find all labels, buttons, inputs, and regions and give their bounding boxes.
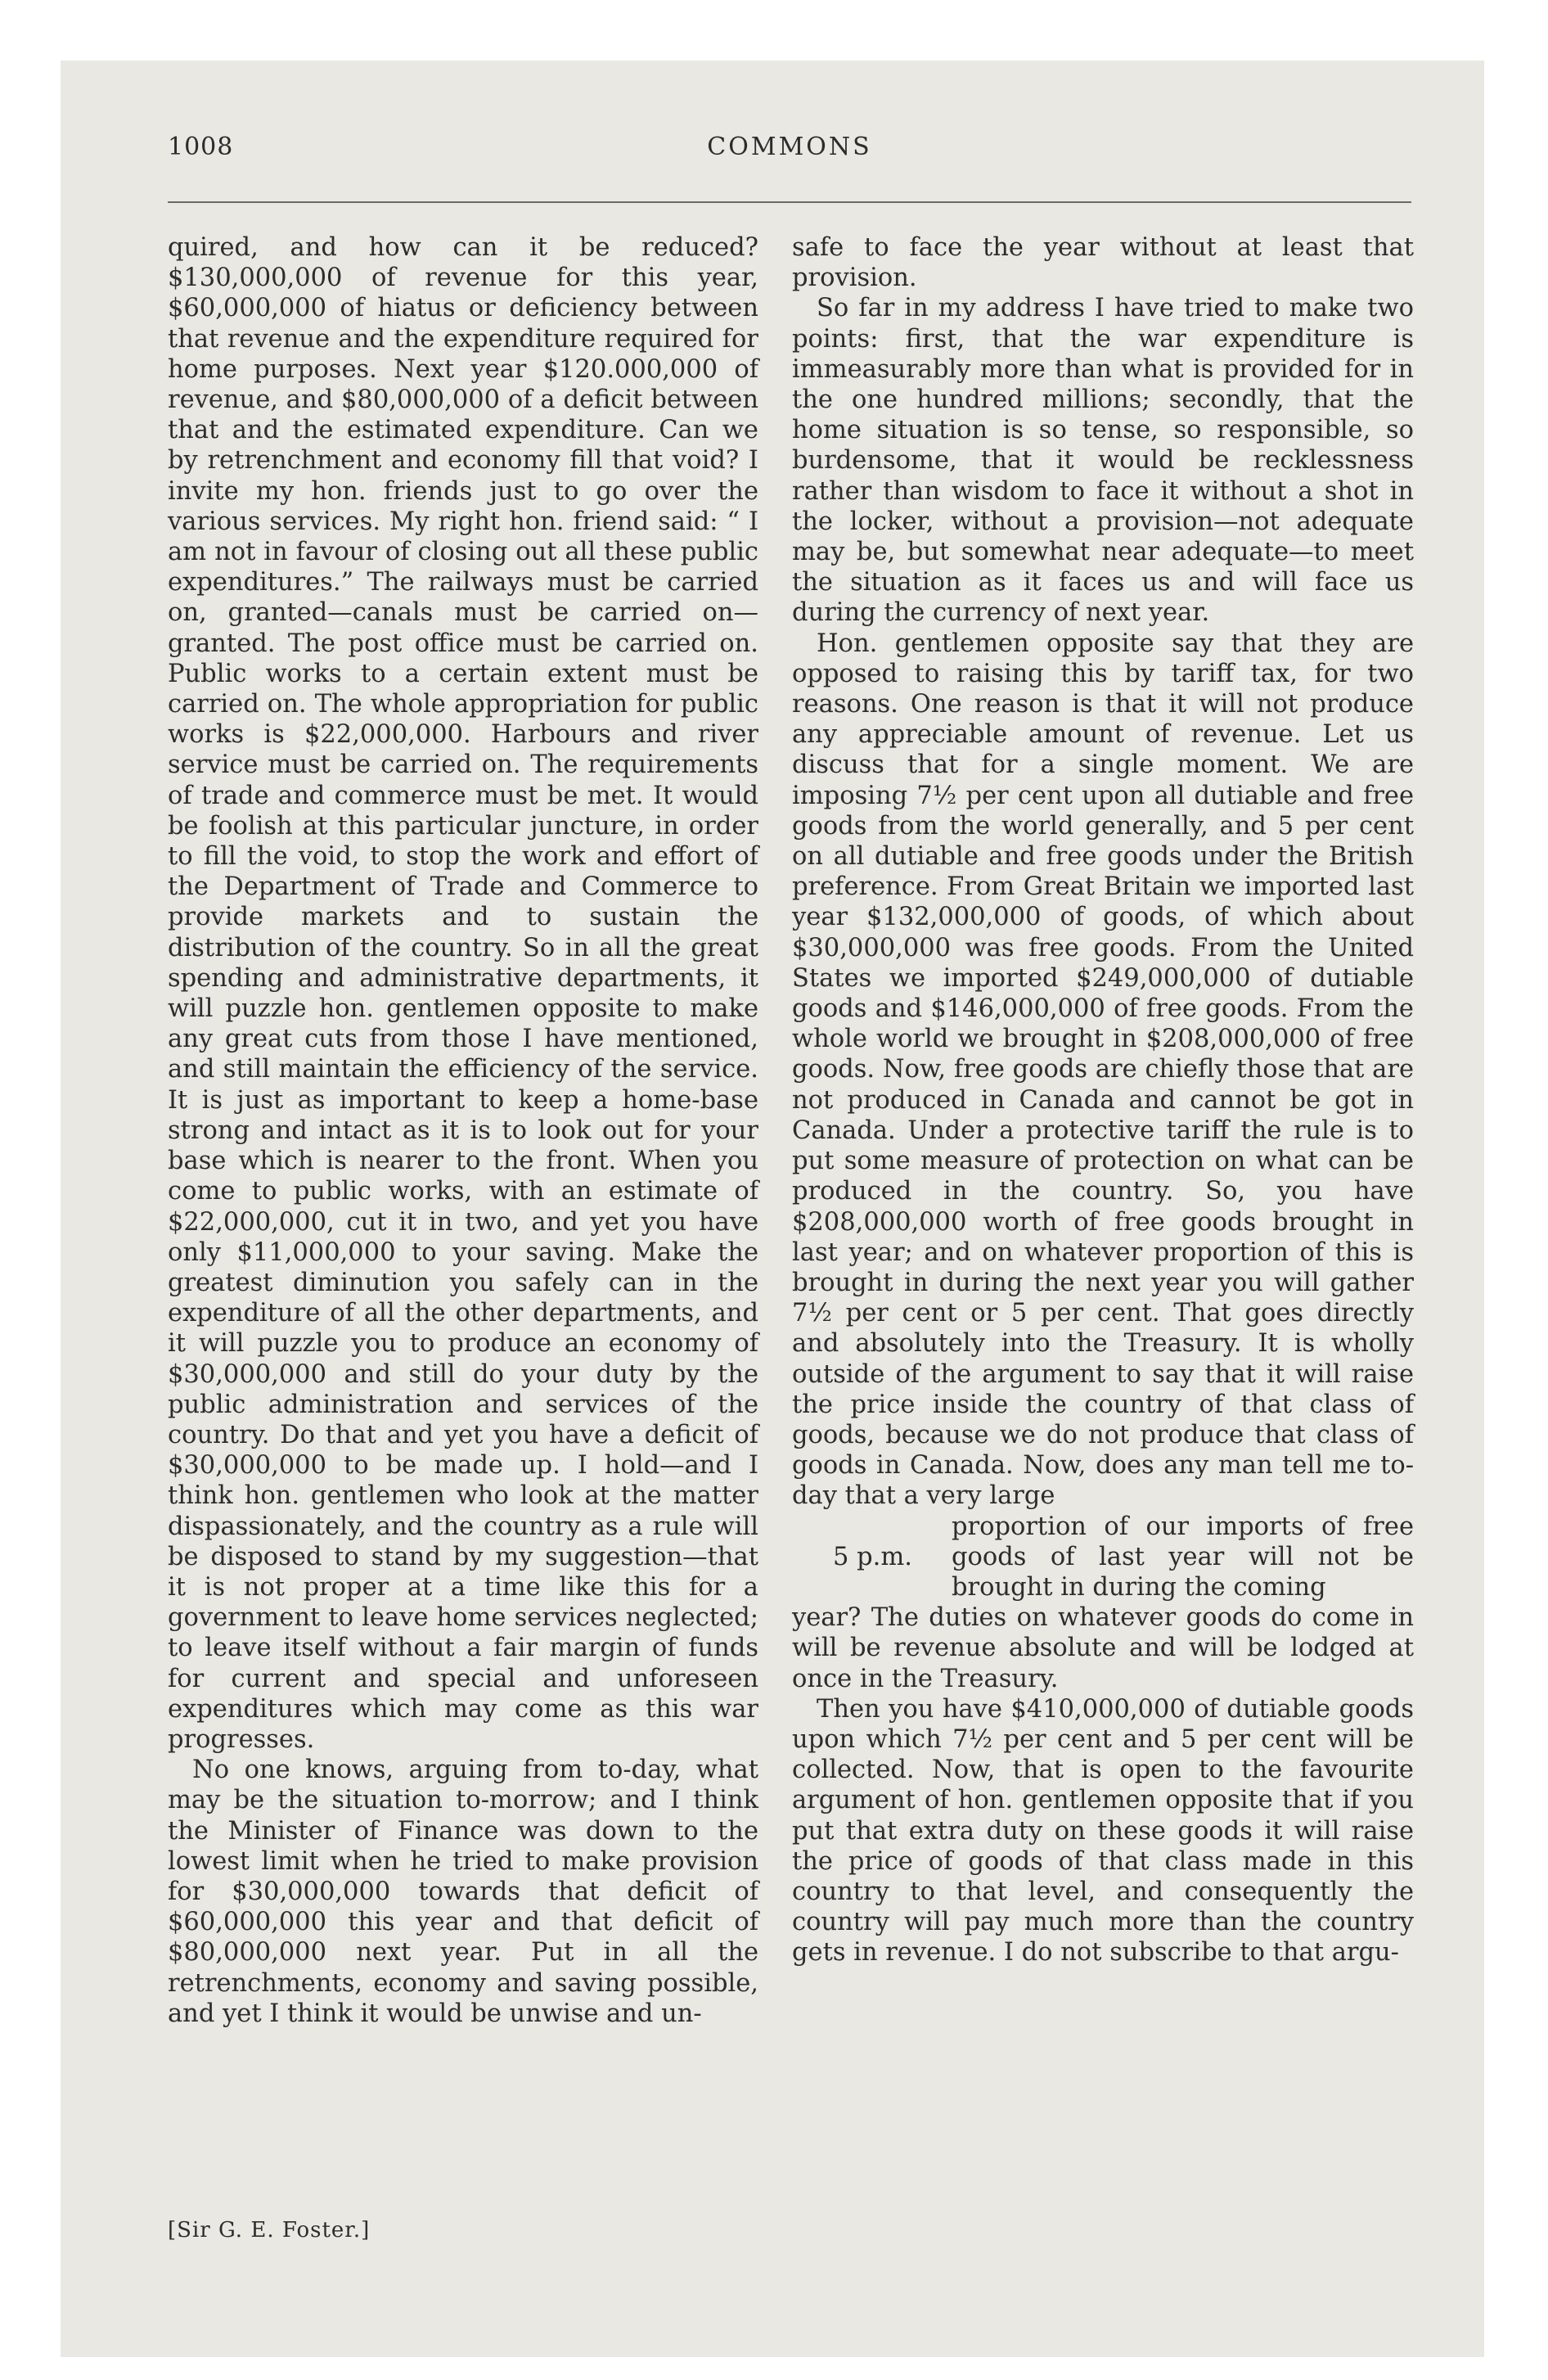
page-number: 1008 <box>168 133 234 161</box>
page-title: COMMONS <box>707 133 872 161</box>
paragraph-continuation: year? The duties on whatever goods do come in will be revenue absolute and will be lodged at once in the Treasury. <box>792 1603 1414 1693</box>
paragraph: No one knows, arguing from to-day, what may be the situation to-morrow; and I think the Minister of Finance was down to the lowest limit when he tried to make provision for $30,000,000 towards that deficit of $60,000,000 this year and that deficit of $80,000,000 next year. Put in all the retrenchments, economy and saving possible, and yet I think it would be unwise and un- <box>168 1756 758 2028</box>
paragraph-continuation: proportion of our imports of free goods of last year will not be brought in during the coming <box>952 1512 1414 1602</box>
header-rule <box>168 201 1411 203</box>
margin-note-block <box>792 1512 1414 1603</box>
right-column <box>792 232 1414 1968</box>
margin-time-note: 5 p.m. <box>833 1542 912 1571</box>
paragraph: Then you have $410,000,000 of dutiable goods upon which 7½ per cent and 5 per cent will be collected. Now, that is open to the favourite argument of hon. gentlemen opposite that if you put that extra duty on these goods it will raise the price of goods of that class made in this country to that level, and consequently the country will pay much more than the country gets in revenue. I do not subscribe to that argu- <box>792 1694 1414 1968</box>
page-header <box>168 133 1411 165</box>
paragraph: So far in my address I have tried to make two points: first, that the war expenditure is immeasurably more than what is provided for in the one hundred millions; secondly, that the home situation is so tense, so responsible, so burdensome, that it would be recklessness rather than wisdom to face it without a shot in the locker, without a provision—not adequate may be, but somewhat near adequate—to meet the situation as it faces us and will face us during the currency of next year. <box>792 294 1414 628</box>
speaker-credit: [Sir G. E. Foster.] <box>168 2218 371 2243</box>
left-column <box>168 232 758 2029</box>
paragraph: Hon. gentlemen opposite say that they are opposed to raising this by tariff tax, for two reasons. One reason is that it will not produce any appreciable amount of revenue. Let us discuss that for a single moment. We are imposing 7½ per cent upon all dutiable and free goods from the world generally, and 5 per cent on all dutiable and free goods under the British preference. From Great Britain we imported last year $132,000,000 of goods, of which about $30,000,000 was free goods. From the United States we imported $249,000,000 of dutiable goods and $146,000,000 of free goods. From the whole world we brought in $208,000,000 of free goods. Now, free goods are chiefly those that are not produced in Canada and cannot be got in Canada. Under a protective tariff the rule is to put some measure of protection on what can be produced in the country. So, you have $208,000,000 worth of free goods brought in last year; and on whatever proportion of this is brought in during the next year you will gather 7½ per cent or 5 per cent. That goes directly and absolutely into the Treasury. It is wholly outside of the argument to say that it will raise the price inside the country of that class of goods, because we do not produce that class of goods in Canada. Now, does any man tell me to-day that a very large <box>792 629 1414 1511</box>
paragraph: quired, and how can it be reduced? $130,000,000 of revenue for this year, $60,000,000 of hiatus or deficiency between that revenue and the expenditure required for home purposes. Next year $120.000,000 of revenue, and $80,000,000 of a deficit between that and the estimated expenditure. Can we by retrenchment and economy fill that void? I invite my hon. friends just to go over the various services. My right hon. friend said: “ I am not in favour of closing out all these public expenditures.” The railways must be carried on, granted—canals must be carried on—granted. The post office must be carried on. Public works to a certain extent must be carried on. The whole appropriation for public works is $22,000,000. Harbours and river service must be carried on. The requirements of trade and commerce must be met. It would be foolish at this particular juncture, in order to fill the void, to stop the work and effort of the Department of Trade and Commerce to provide markets and to sustain the distribution of the country. So in all the great spending and administrative departments, it will puzzle hon. gentlemen opposite to make any great cuts from those I have mentioned, and still maintain the efficiency of the service. It is just as important to keep a home-base strong and intact as it is to look out for your base which is nearer to the front. When you come to public works, with an estimate of $22,000,000, cut it in two, and yet you have only $11,000,000 to your saving. Make the greatest diminution you safely can in the expenditure of all the other departments, and it will puzzle you to produce an economy of $30,000,000 and still do your duty by the public administration and services of the country. Do that and yet you have a deficit of $30,000,000 to be made up. I hold—and I think hon. gentlemen who look at the matter dispassionately, and the country as a rule will be disposed to stand by my suggestion—that it is not proper at a time like this for a government to leave home services neglected; to leave itself without a fair margin of funds for current and special and unforeseen expenditures which may come as this war progresses. <box>168 233 758 1754</box>
paragraph: safe to face the year without at least that provision. <box>792 233 1414 293</box>
